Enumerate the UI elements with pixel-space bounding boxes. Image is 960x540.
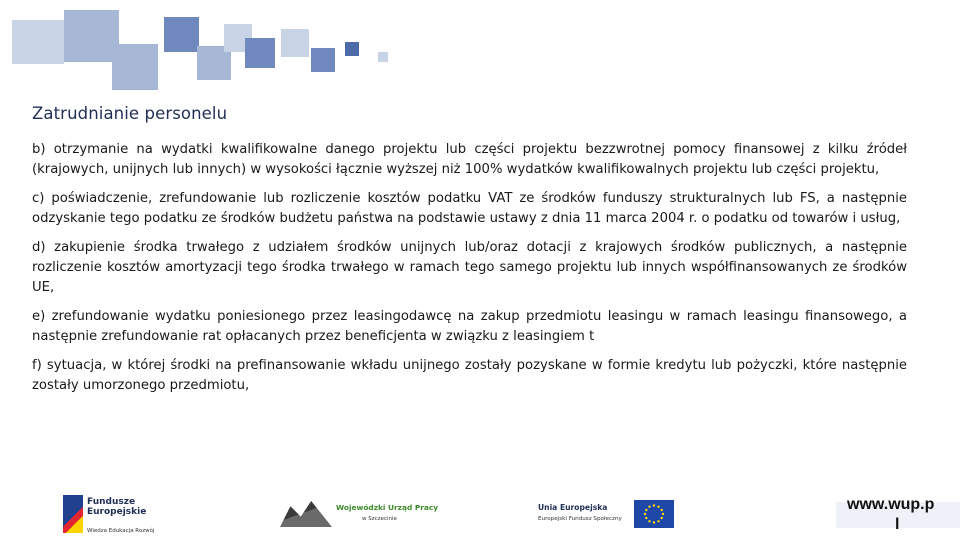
- decor-square: [281, 29, 309, 57]
- footer-logos: [0, 485, 960, 540]
- ue-logo-name: Unia Europejska: [538, 503, 608, 512]
- decor-square: [378, 52, 388, 62]
- wup-logo: [280, 497, 439, 533]
- ue-logo: [538, 500, 678, 532]
- paragraph-f: f) sytuacja, w której środki na prefinansowanie wkładu unijnego zostały pozyskane w formie kredytu lub pożyczki, które następnie zostały umorzonego przedmiotu,: [32, 358, 907, 393]
- wup-logo-name: Wojewódzki Urząd Pracy: [336, 503, 439, 512]
- paragraph-e: e) zrefundowanie wydatku poniesionego przez leasingodawcę na zakup przedmiotu leasingu w ramach leasingu finansowego, a następnie zrefundowanie rat opłacanych przez beneficjenta w związku z leasingiem t: [32, 309, 907, 344]
- eu-flag-icon: [634, 500, 674, 528]
- website-url[interactable]: www.wup.p: [847, 496, 935, 513]
- decor-square: [12, 20, 64, 64]
- decor-square: [164, 17, 199, 52]
- decor-square: [64, 10, 119, 62]
- website-url-tail[interactable]: l: [895, 516, 900, 533]
- slide-body: [32, 140, 907, 405]
- fundusze-europejskie-logo: [63, 493, 183, 537]
- decor-square: [345, 42, 359, 56]
- fe-logo-line2: Europejskie: [87, 507, 147, 517]
- decor-square: [112, 44, 158, 90]
- decor-square: [311, 48, 335, 72]
- slide-title: Zatrudnianie personelu: [32, 104, 228, 123]
- ue-logo-sub: Europejski Fundusz Społeczny: [538, 516, 622, 522]
- fe-logo-line1: Fundusze: [87, 497, 136, 507]
- decor-square: [245, 38, 275, 68]
- paragraph-d: d) zakupienie środka trwałego z udziałem środków unijnych lub/oraz dotacji z krajowych środków publicznych, a następnie rozliczenie kosztów amortyzacji tego środka trwałego w ramach tego samego projektu lub innych współfinansowanych ze środków UE,: [32, 240, 907, 295]
- wup-logo-sub: w Szczecinie: [362, 516, 397, 522]
- wup-mark-icon: [280, 501, 332, 527]
- paragraph-b: b) otrzymanie na wydatki kwalifikowalne danego projektu lub części projektu bezzwrotnej pomocy finansowej z kilku źródeł (krajowych, unijnych lub innych) w wysokości łącznie wyższej niż 100% wydatków kwalifikowalnych projektu lub części projektu,: [32, 142, 907, 177]
- fe-logo-sub: Wiedza Edukacja Rozwój: [87, 528, 155, 534]
- paragraph-c: c) poświadczenie, zrefundowanie lub rozliczenie kosztów podatku VAT ze środków funduszy strukturalnych lub FS, a następnie odzyskanie tego podatku ze środków budżetu państwa na podstawie ustawy z dnia 11 marca 2004 r. o podatku od towarów i usług,: [32, 191, 907, 226]
- fe-flag-icon: [63, 495, 83, 533]
